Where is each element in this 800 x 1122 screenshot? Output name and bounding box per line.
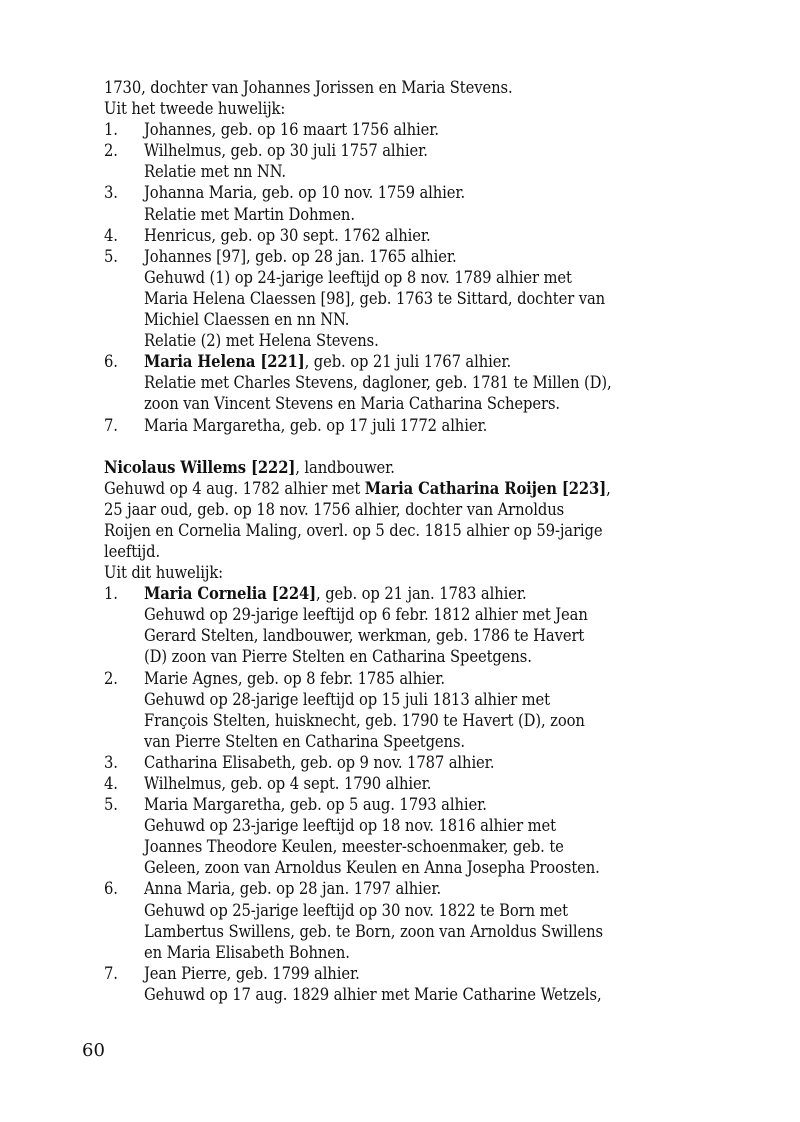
list-item: 1. Maria Cornelia [224], geb. op 21 jan. 1783 alhier. Gehuwd op 29-jarige leeftijd op 6 febr. 1812 alhier met Jean Gerard Stelten, landbouwer, werkman, geb. 1786 te Havert (D) zoon van Pierre Stelten en Catharina Speetgens.	[104, 584, 588, 667]
list-item: 2. Marie Agnes, geb. op 8 febr. 1785 alhier. Gehuwd op 28-jarige leeftijd op 15 juli 1813 alhier met François Stelten, huisknecht, geb. 1790 te Havert (D), zoon van Pierre Stelten en Catharina Speetgens.	[104, 668, 585, 751]
children-list-1	[104, 119, 714, 435]
list-item: 2. Wilhelmus, geb. op 30 juli 1757 alhier. Relatie met nn NN.	[104, 141, 428, 182]
intro-line: 1730, dochter van Johannes Jorissen en Maria Stevens.	[104, 78, 513, 97]
person-name-bold: Maria Helena [221]	[144, 352, 305, 372]
person-name-bold: Nicolaus Willems [222]	[104, 457, 296, 477]
document-body	[104, 77, 714, 1005]
children-heading-1: Uit het tweede huwelijk:	[104, 99, 286, 119]
section-gap	[104, 436, 714, 457]
list-item: 5. Maria Margaretha, geb. op 5 aug. 1793 alhier. Gehuwd op 23-jarige leeftijd op 18 nov. 1816 alhier met Joannes Theodore Keulen, meester-schoenmaker, geb. te Geleen, zoon van Arnoldus Keulen en Anna Josepha Proosten.	[104, 795, 600, 878]
marriage-line: Gehuwd op 4 aug. 1782 alhier met Maria Catharina Roijen [223],	[104, 478, 611, 498]
marriage-detail-line: 25 jaar oud, geb. op 18 nov. 1756 alhier, dochter van Arnoldus	[104, 499, 565, 519]
page-number: 60	[82, 1040, 105, 1061]
list-item: 4. Wilhelmus, geb. op 4 sept. 1790 alhier.	[104, 774, 432, 793]
list-item: 6. Anna Maria, geb. op 28 jan. 1797 alhier. Gehuwd op 25-jarige leeftijd op 30 nov. 1822 te Born met Lambertus Swillens, geb. te Born, zoon van Arnoldus Swillens en Maria Elisabeth Bohnen.	[104, 879, 603, 962]
children-heading-2: Uit dit huwelijk:	[104, 563, 224, 583]
person-heading: Nicolaus Willems [222], landbouwer.	[104, 457, 395, 477]
marriage-detail-line: leeftijd.	[104, 541, 161, 561]
children-list-2	[104, 583, 714, 1005]
person-name-bold: Maria Cornelia [224]	[144, 584, 317, 604]
spouse-name-bold: Maria Catharina Roijen [223]	[364, 478, 607, 498]
list-item: 6. Maria Helena [221], geb. op 21 juli 1767 alhier. Relatie met Charles Stevens, dagloner, geb. 1781 te Millen (D), zoon van Vincent Stevens en Maria Catharina Schepers.	[104, 352, 612, 414]
list-item: 3. Catharina Elisabeth, geb. op 9 nov. 1787 alhier.	[104, 752, 495, 772]
list-item: 7. Jean Pierre, geb. 1799 alhier. Gehuwd op 17 aug. 1829 alhier met Marie Catharine Wetzels,	[104, 963, 602, 1004]
list-item: 1. Johannes, geb. op 16 maart 1756 alhier.	[104, 120, 439, 140]
list-item: 5. Johannes [97], geb. op 28 jan. 1765 alhier. Gehuwd (1) op 24-jarige leeftijd op 8 nov. 1789 alhier met Maria Helena Claessen [98], geb. 1763 te Sittard, dochter van Michiel Claessen en nn NN. Relatie (2) met Helena Stevens.	[104, 246, 606, 351]
list-item: 4. Henricus, geb. op 30 sept. 1762 alhier.	[104, 225, 431, 245]
list-item: 3. Johanna Maria, geb. op 10 nov. 1759 alhier. Relatie met Martin Dohmen.	[104, 183, 466, 224]
marriage-detail-line: Roijen en Cornelia Maling, overl. op 5 dec. 1815 alhier op 59-jarige	[104, 520, 603, 540]
list-item: 7. Maria Margaretha, geb. op 17 juli 1772 alhier.	[104, 415, 488, 435]
